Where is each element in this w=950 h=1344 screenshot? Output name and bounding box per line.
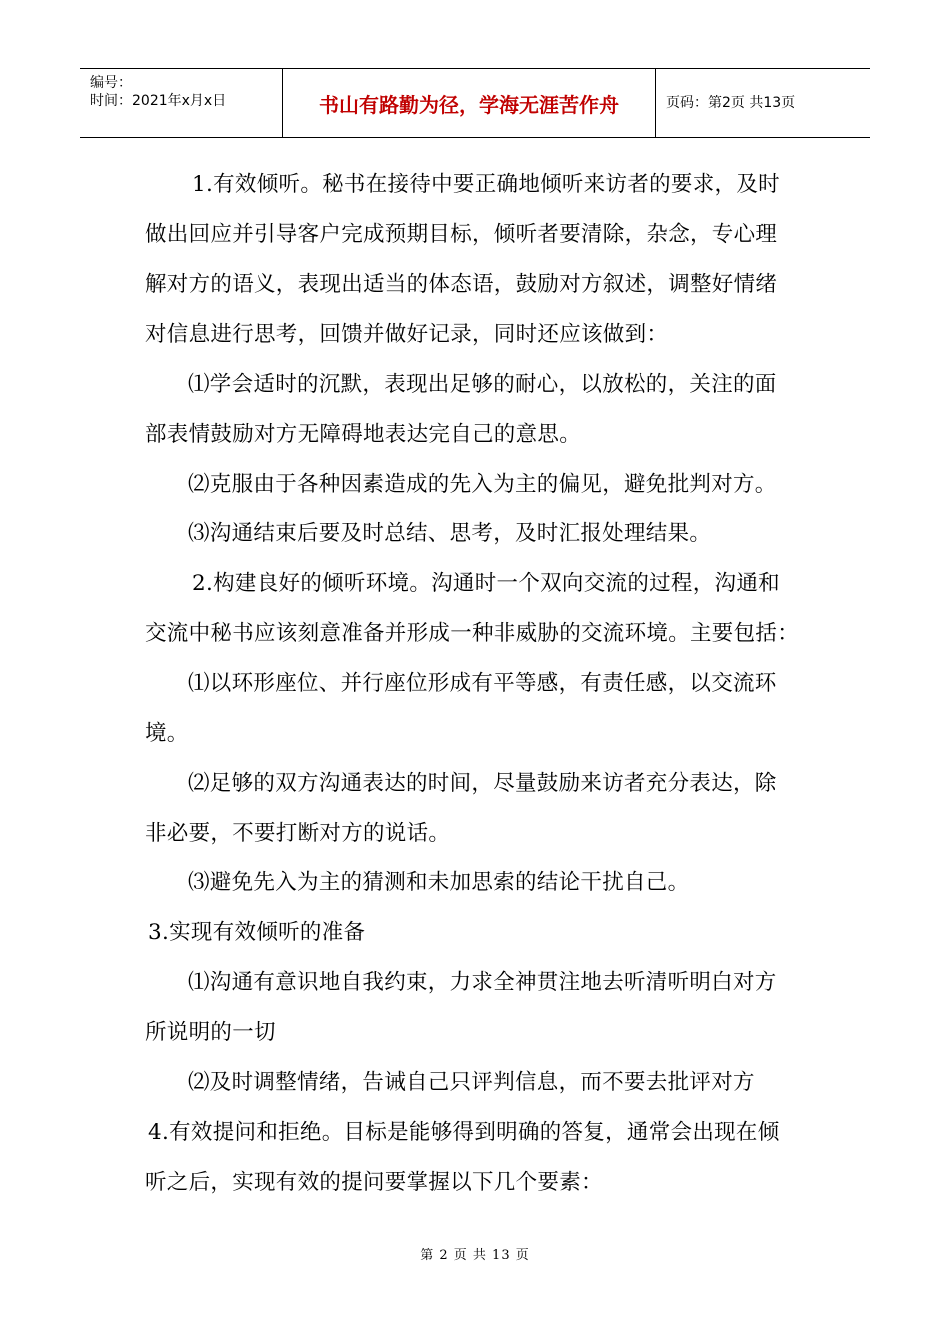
body-line: 3.实现有效倾听的准备 xyxy=(148,920,366,945)
header-page-cell xyxy=(656,69,870,137)
body-line: ⑵足够的双方沟通表达的时间，尽量鼓励来访者充分表达，除 xyxy=(188,771,777,796)
body-line: 解对方的语义，表现出适当的体态语，鼓励对方叙述，调整好情绪 xyxy=(145,272,778,297)
document-number-label: 编号： xyxy=(90,75,132,91)
body-line: ⑶避免先入为主的猜测和未加思索的结论干扰自己。 xyxy=(188,870,690,895)
body-line: 所说明的一切 xyxy=(145,1020,276,1045)
document-header xyxy=(80,68,870,138)
body-line: 听之后，实现有效的提问要掌握以下几个要素： xyxy=(145,1170,603,1195)
body-line: 部表情鼓励对方无障碍地表达完自己的意思。 xyxy=(145,422,582,447)
header-page-code: 页码：第2页 共13页 xyxy=(666,95,796,111)
body-line: ⑴学会适时的沉默，表现出足够的耐心，以放松的，关注的面 xyxy=(188,372,777,397)
body-line: ⑵克服由于各种因素造成的先入为主的偏见，避免批判对方。 xyxy=(188,472,777,497)
body-line: 境。 xyxy=(145,721,189,746)
body-line: ⑴沟通有意识地自我约束，力求全神贯注地去听清听明白对方 xyxy=(188,970,777,995)
body-line: 非必要，不要打断对方的说话。 xyxy=(145,821,451,846)
body-line: 2.构建良好的倾听环境。沟通时一个双向交流的过程，沟通和 xyxy=(192,571,780,596)
body-line: 交流中秘书应该刻意准备并形成一种非威胁的交流环境。主要包括： xyxy=(145,621,800,646)
header-motto-cell xyxy=(283,69,656,137)
header-meta-cell xyxy=(80,69,283,137)
header-motto: 书山有路勤为径，学海无涯苦作舟 xyxy=(319,93,619,117)
body-line: 做出回应并引导客户完成预期目标，倾听者要清除，杂念，专心理 xyxy=(145,222,778,247)
body-line: 对信息进行思考，回馈并做好记录，同时还应该做到： xyxy=(145,322,669,347)
body-line: 4.有效提问和拒绝。目标是能够得到明确的答复，通常会出现在倾 xyxy=(148,1120,780,1145)
body-line: ⑴以环形座位、并行座位形成有平等感，有责任感，以交流环 xyxy=(188,671,777,696)
body-line: ⑶沟通结束后要及时总结、思考，及时汇报处理结果。 xyxy=(188,521,712,546)
body-line: 1.有效倾听。秘书在接待中要正确地倾听来访者的要求，及时 xyxy=(192,172,780,197)
document-date-label: 时间：2021年x月x日 xyxy=(90,93,227,109)
body-line: ⑵及时调整情绪，告诫自己只评判信息，而不要去批评对方 xyxy=(188,1070,755,1095)
page-footer: 第 2 页 共 13 页 xyxy=(420,1248,530,1263)
